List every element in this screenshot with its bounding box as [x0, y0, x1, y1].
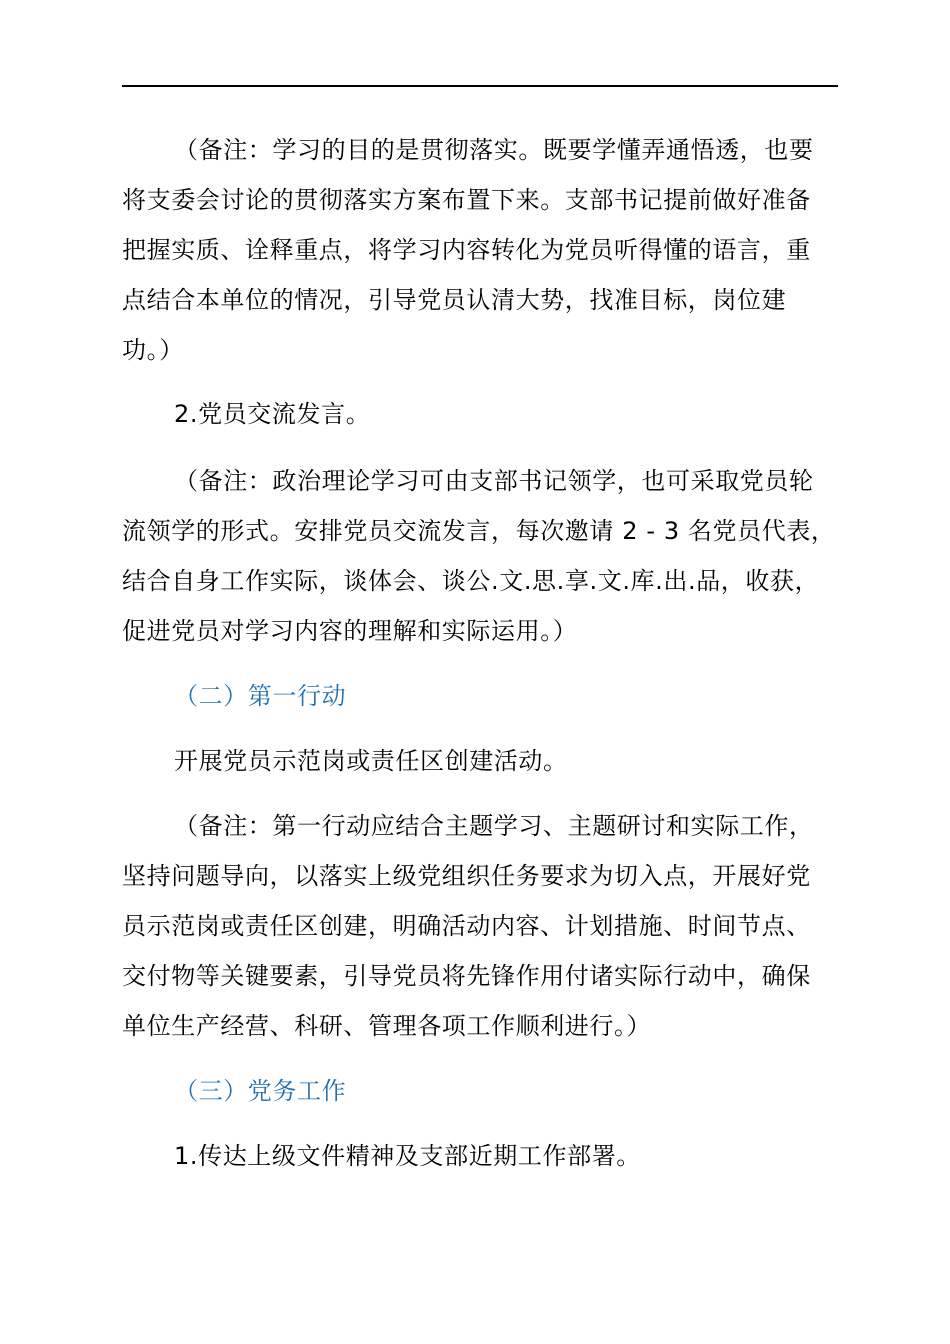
section-heading-first-action: （二）第一行动: [174, 682, 347, 710]
section-heading-party-affairs: （三）党务工作: [174, 1077, 347, 1105]
note-paragraph-line: （备注：第一行动应结合主题学习、主题研讨和实际工作，: [174, 812, 814, 840]
note-paragraph-line: 结合自身工作实际，谈体会、谈公.文.思.享.文.库.出.品，收获，: [122, 567, 820, 595]
note-paragraph-line: 促进党员对学习内容的理解和实际运用。）: [122, 617, 578, 645]
note-paragraph-line: （备注：学习的目的是贯彻落实。既要学懂弄通悟透，也要: [174, 136, 814, 164]
note-paragraph-line: 流领学的形式。安排党员交流发言，每次邀请 2 - 3 名党员代表，: [122, 517, 836, 545]
item-exchange-speech: 2.党员交流发言。: [174, 400, 371, 428]
note-paragraph-line: 员示范岗或责任区创建，明确活动内容、计划措施、时间节点、: [122, 912, 811, 940]
first-action-description: 开展党员示范岗或责任区创建活动。: [174, 747, 568, 775]
note-paragraph-line: 坚持问题导向，以落实上级党组织任务要求为切入点，开展好党: [122, 862, 811, 890]
note-paragraph-line: 功。）: [122, 336, 184, 364]
note-paragraph-line: 交付物等关键要素，引导党员将先锋作用付诸实际行动中，确保: [122, 962, 811, 990]
note-paragraph-line: （备注：政治理论学习可由支部书记领学，也可采取党员轮: [174, 467, 814, 495]
header-rule: [122, 85, 838, 87]
note-paragraph-line: 将支委会讨论的贯彻落实方案布置下来。支部书记提前做好准备: [122, 186, 811, 214]
item-convey-documents: 1.传达上级文件精神及支部近期工作部署。: [174, 1142, 641, 1170]
note-paragraph-line: 单位生产经营、科研、管理各项工作顺利进行。）: [122, 1012, 652, 1040]
note-paragraph-line: 点结合本单位的情况，引导党员认清大势，找准目标，岗位建: [122, 286, 787, 314]
note-paragraph-line: 把握实质、诠释重点，将学习内容转化为党员听得懂的语言，重: [122, 236, 811, 264]
